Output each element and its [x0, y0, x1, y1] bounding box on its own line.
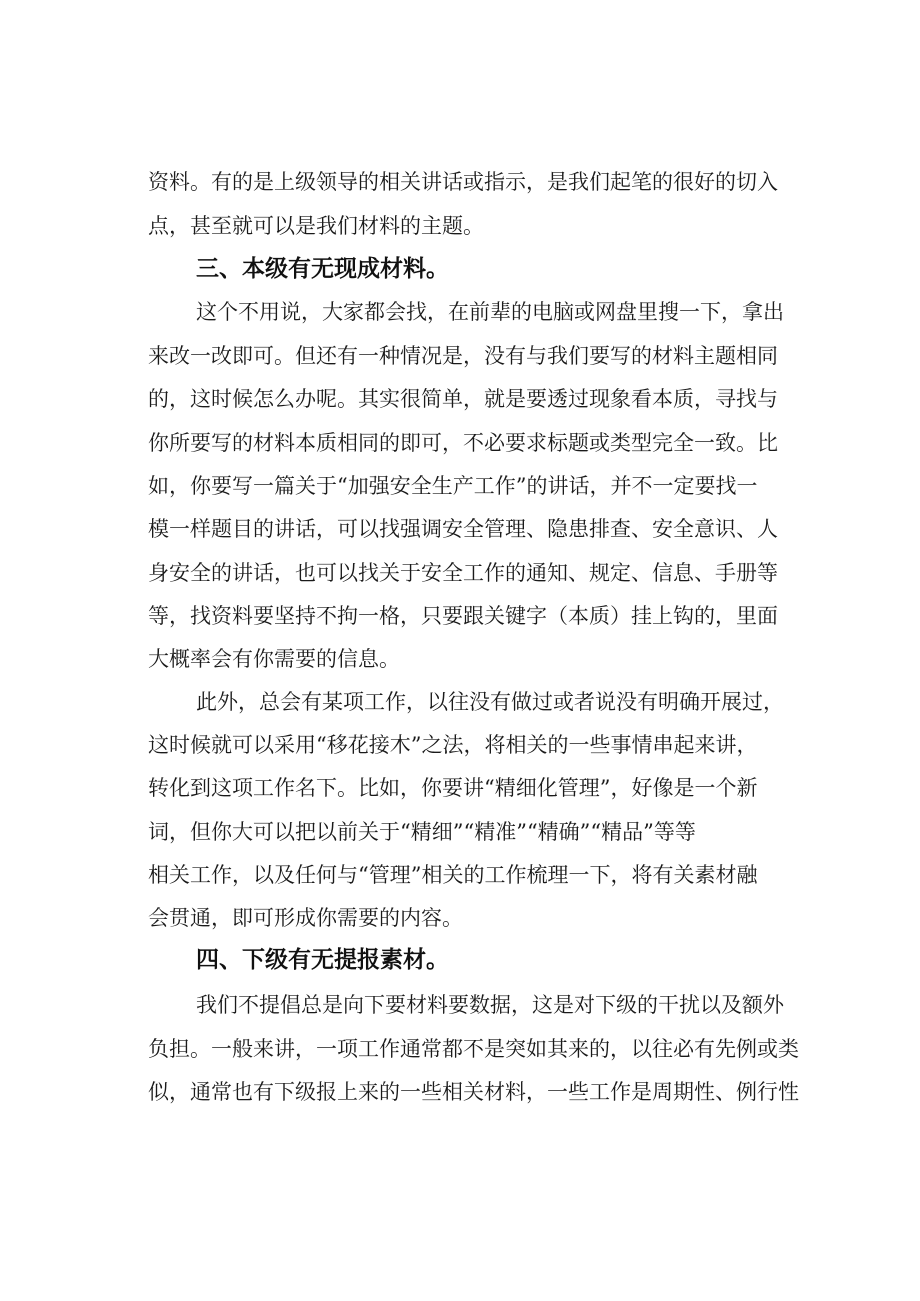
- section3-p2-line-2: 这时候就可以采用“移花接木”之法，将相关的一些事情串起来讲，: [148, 733, 758, 757]
- section3-p1-line-7: 身安全的讲话，也可以找关于安全工作的通知、规定、信息、手册等: [148, 561, 778, 585]
- section-heading-4: 四、下级有无提报素材。: [196, 947, 449, 973]
- section4-p1-line-1: 我们不提倡总是向下要材料要数据，这是对下级的干扰以及额外: [196, 993, 784, 1017]
- section3-p1-line-5: 如，你要写一篇关于“加强安全生产工作”的讲话，并不一定要找一: [148, 474, 758, 498]
- section3-p2-line-3: 转化到这项工作名下。比如，你要讲“精细化管理”，好像是一个新: [148, 776, 758, 800]
- section3-p2-line-5: 相关工作，以及任何与“管理”相关的工作梳理一下，将有关素材融: [148, 863, 758, 887]
- section-heading-3: 三、本级有无现成材料。: [196, 256, 449, 282]
- section3-p2-line-4: 词，但你大可以把以前关于“精细”“精准”“精确”“精品”等等: [148, 820, 696, 844]
- section3-p1-line-9: 大概率会有你需要的信息。: [148, 647, 400, 671]
- section3-p1-line-4: 你所要写的材料本质相同的即可，不必要求标题或类型完全一致。比: [148, 431, 778, 455]
- section4-p1-line-3: 似，通常也有下级报上来的一些相关材料，一些工作是周期性、例行性: [148, 1080, 799, 1104]
- section3-p1-line-2: 来改一改即可。但还有一种情况是，没有与我们要写的材料主题相同: [148, 344, 778, 368]
- intro-line-2: 点，甚至就可以是我们材料的主题。: [148, 214, 484, 238]
- section3-p1-line-8: 等，找资料要坚持不拘一格，只要跟关键字（本质）挂上钩的，里面: [148, 604, 778, 628]
- section3-p2-line-6: 会贯通，即可形成你需要的内容。: [148, 906, 463, 930]
- intro-line-1: 资料。有的是上级领导的相关讲话或指示，是我们起笔的很好的切入: [148, 170, 778, 194]
- section3-p1-line-3: 的，这时候怎么办呢。其实很简单，就是要透过现象看本质，寻找与: [148, 387, 778, 411]
- section3-p1-line-1: 这个不用说，大家都会找，在前辈的电脑或网盘里搜一下，拿出: [196, 300, 784, 324]
- section4-p1-line-2: 负担。一般来讲，一项工作通常都不是突如其来的，以往必有先例或类: [148, 1037, 799, 1061]
- section3-p1-line-6: 模一样题目的讲话，可以找强调安全管理、隐患排查、安全意识、人: [148, 517, 778, 541]
- section3-p2-line-1: 此外，总会有某项工作，以往没有做过或者说没有明确开展过，: [196, 690, 784, 714]
